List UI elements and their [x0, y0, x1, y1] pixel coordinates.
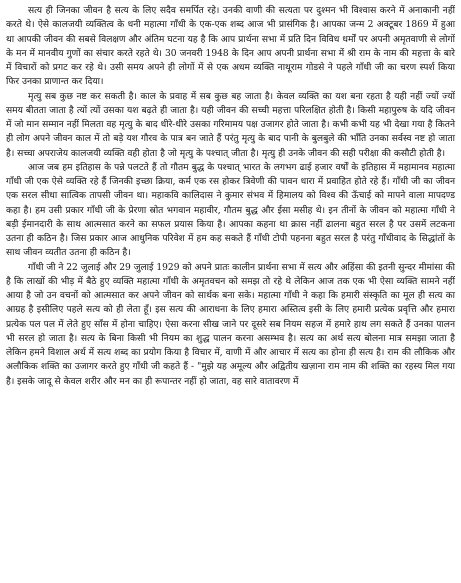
- paragraph: गाँधी जी ने 22 जुलाई और 29 जुलाई 1929 को अपने प्रातः कालीन प्रार्थना सभा में सत्य और अहिंसा की इतनी सुन्दर मीमांसा की है कि लाखों की भीड़ में बैठे हुए व्यक्ति महात्मा गाँधी के अमृतवचन को समझ तो रहे थे लेकिन आज तक एक भी ऐसा व्यक्ति सामने नहीं आया है जो उन वचनों को आत्मसात कर अपने जीवन को सार्थक बना सके। महात्मा गाँधी ने कहा कि हमारी संस्कृति का मूल ही सत्य का आग्रह है इसीलिए पहले सत्य को ही लेता हूँ। इस सत्य की आराधना के लिए हमारा अस्तित्व इसी के लिए हमारी प्रत्येक प्रवृत्ति और हमारा प्रत्येक पल पल में लेते हुए साँस में होना चाहिए। ऐसा करना सीख जाने पर दूसरे सब नियम सहज में हमारे हाथ लग सकते हैं उनका पालन भी सरल हो जाता है। सत्य के बिना किसी भी नियम का शुद्ध पालन करना असम्भव है। सत्य का अर्थ सत्य बोलना मात्र समझा जाता है लेकिन हमने विशाल अर्थ में सत्य शब्द का प्रयोग किया है विचार में, वाणी में और आचार में सत्य का होना ही सत्य है। राम की लौकिक और अलौकिक शक्ति का उजागर करते हुए गाँधी जी कहते हैं - "मुझे यह अमूल्य और अद्वितीय खज़ाना राम नाम की शक्ति का रहस्य मिल गया है। इसके जादू से केवल शरीर और मन का ही रूपान्तर नहीं हो जाता, वह सारे वातावरण में: [6, 262, 455, 387]
- paragraph: मृत्यु सब कुछ नष्ट कर सकती है। काल के प्रवाह में सब कुछ बह जाता है। केवल व्यक्ति का यश बना रहता है यही नहीं ज्यों ज्यों समय बीतता जाता है त्यों त्यों उसका यश बढ़ते ही जाता है। यही जीवन की सच्ची महत्ता परिलक्षित होती है। किसी महापुरुष के यदि जीवन में जो मान सम्मान नहीं मिलता वह मृत्यु के बाद धीरे-धीरे उसका गरिमामय पक्ष उजागर होते जाता है। कभी कभी यह भी देखा गया है कितने ही लोग अपने जीवन काल में तो बड़े यश गौरव के पात्र बन जाते हैं परंतु मृत्यु के बाद पानी के बुलबुले की भाँति उनका सर्वस्व नष्ट हो जाता है। सच्चा अपराजेय कालजयी व्यक्ति वही होता है जो मृत्यु के पश्चात् जीता है। मृत्यु ही उनके जीवन की सही परीक्षा की कसौटी होती है।: [6, 91, 455, 159]
- paragraph: आज जब हम इतिहास के पन्ने पलटते हैं तो गौतम बुद्ध के पश्चात् भारत के लगभग ढाई हजार वर्षों के इतिहास में महामानव महात्मा गाँधी जी एक ऐसे व्यक्ति रहे हैं जिनकी इच्छा क्रिया, कर्म एक रस होकर त्रिवेणी की पावन धारा में प्रवाहित होते रहे हैं। गाँधी जी का जीवन एक सरल सीधा सात्विक तापसी जीवन था। महाकवि कालिदास ने कुमार संभव में हिमालय को विश्व की ऊँचाई को मापने वाला मापदण्ड कहा है। हम उसी प्रकार गाँधी जी के प्रेरणा स्रोत भगवान महावीर, गौतम बुद्ध और ईसा मसीह थे। इन तीनों के जीवन को महात्मा गाँधी ने बड़ी ईमानदारी के साथ आत्मसात करने का सफल प्रयास किया है। आपका कहना था क्रास नहीं ढालना बहुत सरल है पर उसमें लटकना उतना ही कठिन है। जिस प्रकार आज आधुनिक परिवेश में हम कह सकते हैं गाँधी टोपी पहनना बहुत सरल है परंतु गाँधीवाद के सिद्धांतों के साथ जीवन व्यतीत उतना ही कठिन है।: [6, 162, 455, 259]
- paragraph: सत्य ही जिनका जीवन है सत्य के लिए सदैव समर्पित रहे। उनकी वाणी की सत्यता पर दुश्मन भी विश्वास करने में अनाकानी नहीं करते थे। ऐसे कालजयी व्यक्तित्व के धनी महात्मा गाँधी के एक-एक शब्द आज भी प्रासंगिक है। आपका जन्म 2 अक्टूबर 1869 में हुआ था आपकी जीवन की सबसे विलक्षण और अंतिम घटना यह है कि आप प्रार्थना सभा में प्रति दिन विविध धर्मों पर अपनी अमृतवाणी से लोगों के मन में मानवीय गुणों का संचार करते रहते थे। 30 जनवरी 1948 के दिन आप अपनी प्रार्थना सभा में श्री राम के नाम की महत्ता के बारे में विचारों को प्रगट कर रहे थे। उसी समय अपने ही लोगों में से एक अधम व्यक्ति नाथूराम गोडसे ने पहले गाँधी जी का चरण स्पर्श किया फिर उनका प्राणान्त कर दिया।: [6, 6, 455, 88]
